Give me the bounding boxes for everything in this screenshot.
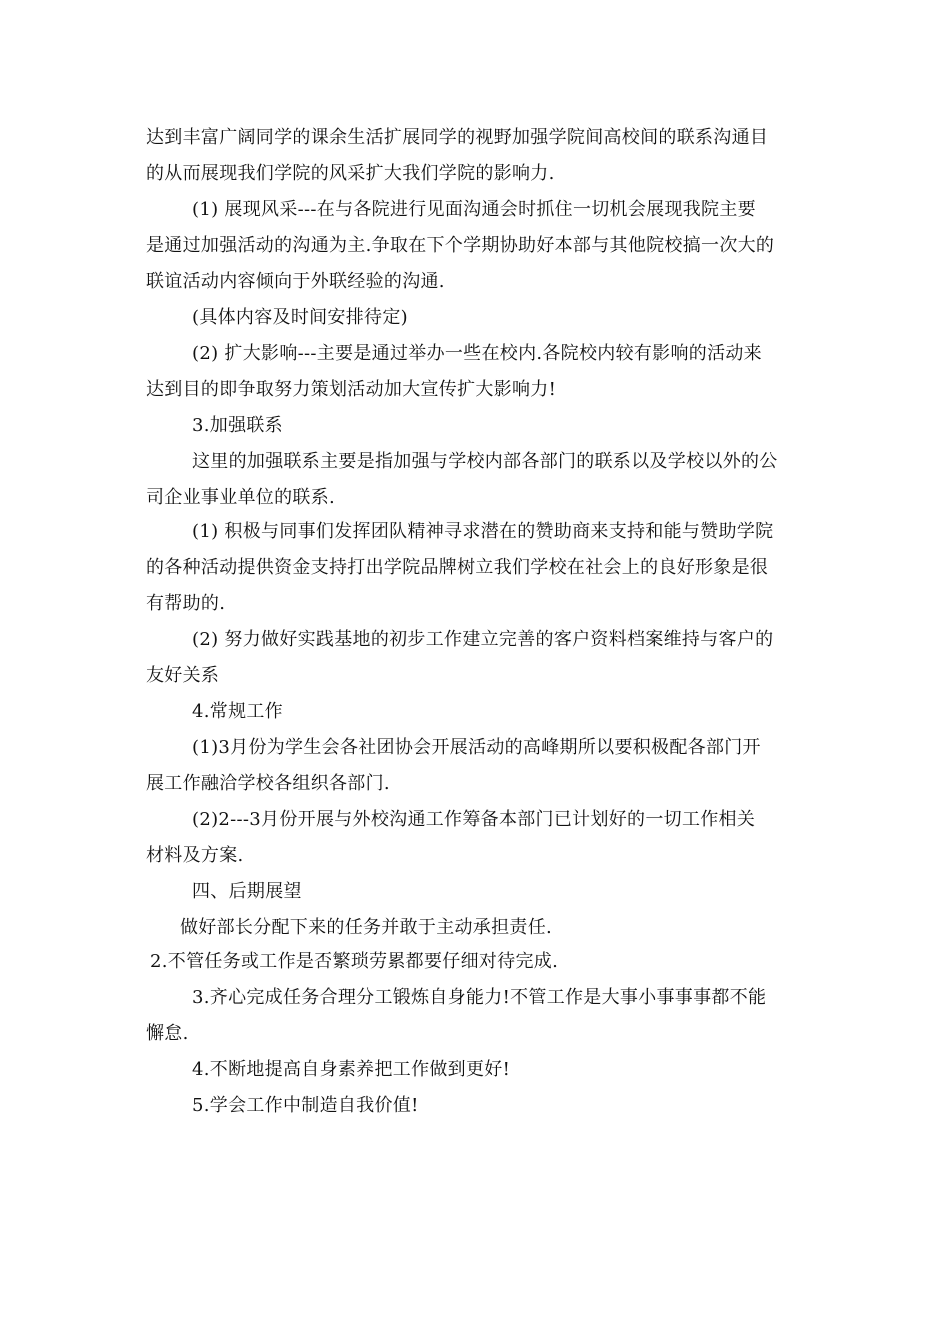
section-heading: 四、后期展望	[192, 881, 302, 902]
text-line: (具体内容及时间安排待定)	[192, 307, 408, 328]
text-line: (1) 积极与同事们发挥团队精神寻求潜在的赞助商来支持和能与赞助学院	[192, 521, 774, 542]
text-line: (2) 努力做好实践基地的初步工作建立完善的客户资料档案维持与客户的	[192, 629, 774, 650]
text-line: 是通过加强活动的沟通为主.争取在下个学期协助好本部与其他院校搞一次大的	[146, 235, 775, 256]
text-line: (1) 展现风采---在与各院进行见面沟通会时抓住一切机会展现我院主要	[192, 199, 756, 220]
text-line: 友好关系	[146, 665, 220, 686]
section-heading: 4.常规工作	[192, 701, 283, 722]
text-line: 司企业事业单位的联系.	[146, 487, 336, 508]
text-line: 做好部长分配下来的任务并敢于主动承担责任.	[180, 917, 553, 938]
text-line: 展工作融洽学校各组织各部门.	[146, 773, 390, 794]
section-heading: 3.加强联系	[192, 415, 283, 436]
text-line: 的各种活动提供资金支持打出学院品牌树立我们学校在社会上的良好形象是很	[146, 557, 769, 578]
text-line: 达到目的即争取努力策划活动加大宣传扩大影响力!	[146, 379, 557, 400]
text-line: 有帮助的.	[146, 593, 226, 614]
text-line: 3.齐心完成任务合理分工锻炼自身能力!不管工作是大事小事事事都不能	[192, 987, 767, 1008]
text-line: 达到丰富广阔同学的课余生活扩展同学的视野加强学院间高校间的联系沟通目	[146, 127, 769, 148]
text-line: 懈怠.	[146, 1023, 189, 1044]
text-line: 5.学会工作中制造自我价值!	[192, 1095, 419, 1116]
text-line: 的从而展现我们学院的风采扩大我们学院的影响力.	[146, 163, 555, 184]
text-line: 联谊活动内容倾向于外联经验的沟通.	[146, 271, 445, 292]
text-line: (2) 扩大影响---主要是通过举办一些在校内.各院校内较有影响的活动来	[192, 343, 762, 364]
text-line: 这里的加强联系主要是指加强与学校内部各部门的联系以及学校以外的公	[192, 451, 778, 472]
text-line: 2.不管任务或工作是否繁琐劳累都要仔细对待完成.	[150, 951, 559, 972]
text-line: (2)2---3月份开展与外校沟通工作筹备本部门已计划好的一切工作相关	[192, 809, 756, 830]
text-line: 材料及方案.	[146, 845, 244, 866]
text-line: 4.不断地提高自身素养把工作做到更好!	[192, 1059, 511, 1080]
text-line: (1)3月份为学生会各社团协会开展活动的高峰期所以要积极配各部门开	[192, 737, 761, 758]
